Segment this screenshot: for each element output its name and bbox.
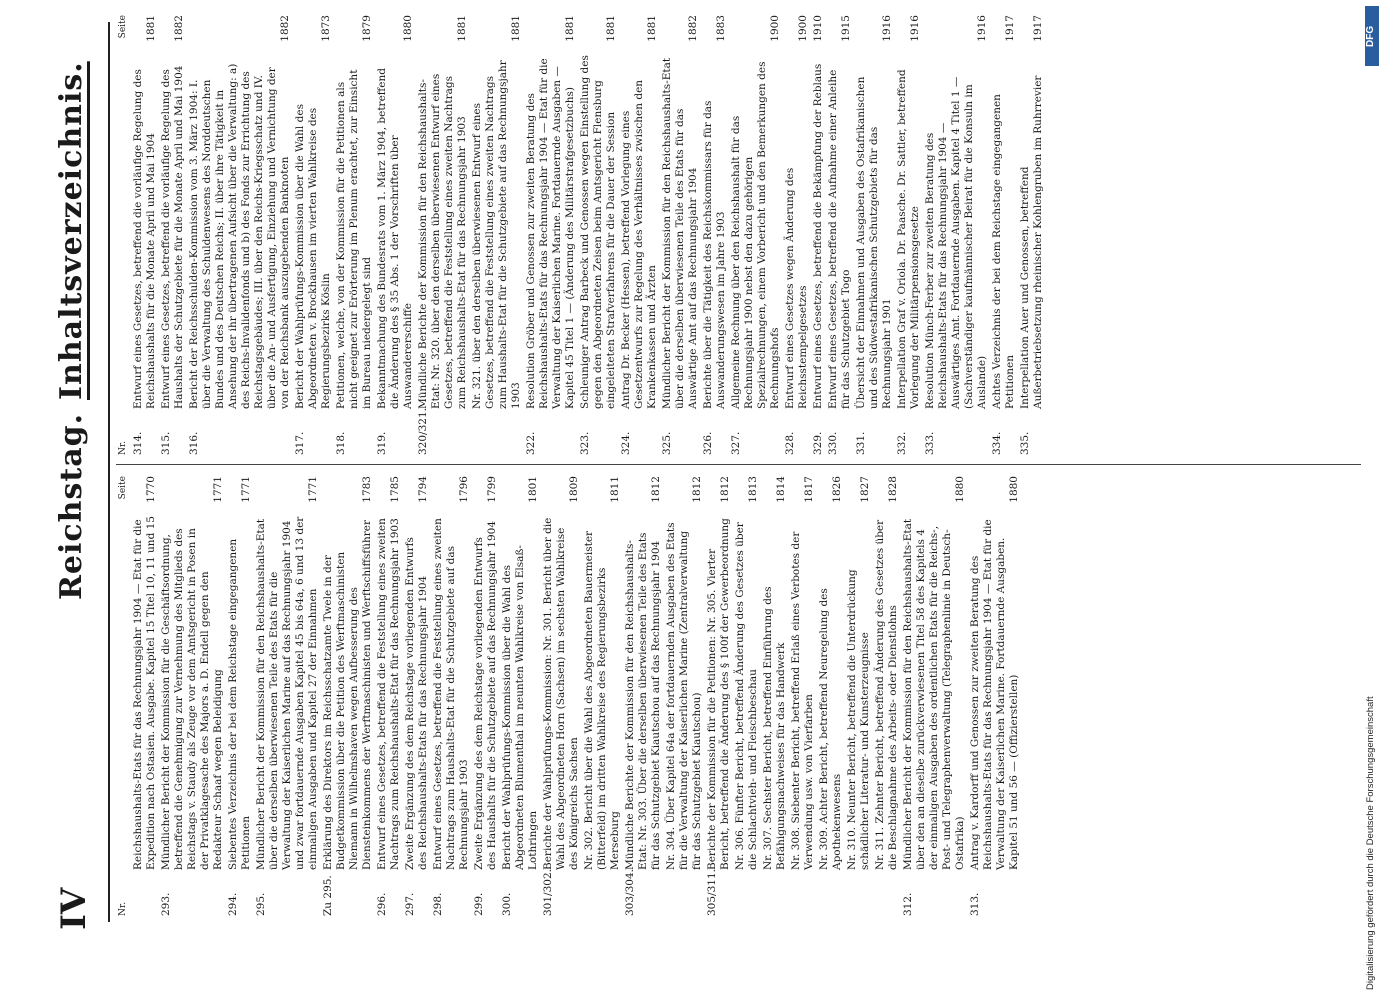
entry-page: 1881 [456,15,468,42]
toc-entry [404,476,430,916]
entry-page: 1882 [173,15,185,42]
entry-page: 1873 [320,15,332,42]
entry-page: 1910 [812,15,824,42]
toc-entry [1019,15,1045,455]
toc-entry [376,15,415,455]
toc-entry [969,476,1021,916]
left-entry-list [132,476,1021,916]
entry-number: 332. [896,431,908,455]
entry-text: Nr. 308. Siebenter Bericht, betreffend Erlaß eines Verbotes der Verwendung usw. von Vierfarben [790,531,815,870]
entry-number: 324. [620,431,632,455]
entry-text: Bericht der Reichsschulden-Kommission vom 3. März 1904: I. über die Verwaltung des Schuldenwesens des Norddeutschen Bundes und des Deutschen Reichs; II. über ihre Tätigkeit in Ansehung der ihr übertragenen Aufsicht über die Verwaltung: a) des Reichs-Invalidenfonds und b) des Fonds zur Errichtung des Reichstagsgebäudes; III. über den Reichs-Kriegsschatz und IV. über die An- und Ausfertigung, Einziehung und Vernichtung der von der Reichsbank auszugebenden Banknoten [188,63,291,409]
entry-page: 1814 [775,476,787,503]
dfg-logo: DFG [1365,6,1379,66]
entry-page: 1817 [803,476,815,503]
toc-entry [294,15,333,455]
entry-text: Resolution Münch-Ferber zur zweiten Beratung des Reichshaushalts-Etats für das Rechnungsjahr 1904 — Auswärtiges Amt. Fortdauernde Ausgaben. Kapitel 4 Titel 1 — (Sachverständiger kaufmännischer Beirat für die Konsuln im Auslande) [924,76,988,409]
entry-text: Reichshaushalts-Etats für das Rechnungsjahr 1904 — Etat für die Expedition nach Ostasien. Ausgabe. Kapitel 15 Titel 10, 11 und 15 [132,516,157,870]
entry-text: Interpellation Auer und Genossen, betreffend Außerbetriebsetzung rheinischer Kohlengruben im Ruhrrevier [1019,75,1044,409]
entry-number: 334. [991,431,1003,455]
entry-text: Entwurf eines Gesetzes, betreffend die Feststellung eines zweiten Nachtrags zum Haushalts-Etat für die Schutzgebiete auf das Rechnungsjahr 1903 [432,518,470,870]
entry-number: 319. [376,431,388,455]
toc-entry [335,15,374,455]
entry-page: 1883 [715,15,727,42]
toc-entry [818,476,844,916]
entry-page: 1770 [145,476,157,503]
entry-text: Entwurf eines Gesetzes, betreffend die vorläufige Regelung des Reichshaushalts für die Monate April und Mai 1904 [132,69,157,409]
toc-entry [702,15,728,455]
entry-text: Mündlicher Bericht der Kommission für den Reichshaushalts-Etat über die derselben überwiesenen Teile des Etats für die Verwaltung der Kaiserlichen Marine auf das Rechnungsjahr 1904 und zwar fortdauernde Ausgaben Kapitel 45 bis 64a, 6 und 13 der einmaligen Ausgaben und Kapitel 27 der Einnahmen [255,516,319,870]
entry-text: Mündliche Berichte der Kommission für den Reichshaushalts-Etat: Nr. 303. Über die derselben überwiesenen Teile des Etats für das Schutzgebiet Kiautschou auf das Rechnungsjahr 1904 [624,532,662,870]
digitization-credit: Digitalisierung gefördert durch die Deutsche Forschungsgemeinschaft [1365,696,1376,990]
toc-entry [896,15,922,455]
entry-page: 1771 [212,476,224,503]
entry-text: Nr. 309. Achter Bericht, betreffend Neuregelung des Apothekenwesens [818,588,843,870]
toc-entry [432,476,471,916]
toc-entry [132,476,158,916]
toc-entry [827,15,853,455]
page-number: IV [54,887,94,930]
toc-entry [812,15,825,455]
entry-number: 316. [188,431,200,455]
toc-entry [730,15,782,455]
entry-text: Petitionen, welche, von der Kommission für die Petitionen als nicht geeignet zur Erörterung im Plenum erachtet, zur Einsicht im Bureau niedergelegt sind [335,69,373,409]
entry-page: 1801 [527,476,539,503]
entry-text: Bekanntmachung des Bundesrats vom 1. März 1904, betreffend die Änderung des § 35 Abs. 1 der Vorschriften über Auswandererschiffe [376,68,414,409]
entry-text: Mündliche Berichte der Kommission für den Reichshaushalts-Etat: Nr. 320. über den derselben überwiesenen Entwurf eines Gesetzes, betreffend die Feststellung eines zweiten Nachtrags zum Reichshaushalts-Etat für das Rechnungsjahr 1903 [417,73,468,409]
entry-page: 1879 [361,15,373,42]
entry-page: 1900 [797,15,809,42]
toc-entry [790,476,816,916]
entry-number: 328. [784,431,796,455]
entry-page: 1917 [1004,15,1016,42]
number-label: Nr. [118,440,128,455]
entry-text: Mündlicher Bericht der Kommission für die Geschäftsordnung, betreffend die Genehmigung zur Vernehmung des Mitglieds des Reichstags v. Staudy als Zeuge vor dem Amtsgericht in Posen in der Privatklagesache des Majors a. D. Endell gegen den Redakteur Schaaf wegen Beleidigung [160,528,224,870]
right-entry-list [132,15,1045,455]
entry-text: Berichte der Kommission für die Petitionen: Nr. 305. Vierter Bericht, betreffend die Änderung des § 100f der Gewerbeordnung [706,518,731,870]
entry-text: Erklärung des Direktors im Reichsschatzamte Twele in der Budgetkommission über die Petition des Werftmaschinisten Niemann in Wilhelmshaven wegen Aufbesserung des Diensteinkommens der Werftmaschinisten und Werftschiffsführer [322,520,373,870]
entry-page: 1917 [1032,15,1044,42]
toc-entry [160,15,186,455]
entry-number: 293. [160,892,172,916]
toc-entry [542,476,581,916]
entry-text: Berichte über die Tätigkeit des Reichskommissars für das Auswanderungswesen im Jahre 1903 [702,100,727,409]
column-divider [116,464,1361,465]
entry-text: Nr. 304. Über Kapitel 64a der fortdauernden Ausgaben des Etats für die Verwaltung der Kaiserlichen Marine (Zentralverwaltung für das Schutzgebiet Kiautschou) [665,522,703,870]
entry-number: 305/311. [706,869,718,916]
entry-text: Resolution Gröber und Genossen zur zweiten Beratung des Reichshaushalts-Etats für das Rechnungsjahr 1904 — Etat für die Verwaltung der Kaiserlichen Marine. Fortdauernde Ausgaben — Kapitel 45 Titel 1 — (Änderung des Militärstrafgesetzbuchs) [525,58,576,409]
entry-text: Entwurf eines Gesetzes, betreffend die Feststellung eines zweiten Nachtrags zum Reichshaushalts-Etat für das Rechnungsjahr 1903 [376,518,401,870]
entry-number: 301/302. [542,869,554,916]
entry-page: 1796 [458,476,470,503]
entry-text: Entwurf eines Gesetzes wegen Änderung des Reichsstempelgesetzes [784,167,809,409]
entry-number: 315. [160,431,172,455]
entry-number: 330. [827,431,839,455]
entry-number: 295. [255,892,267,916]
toc-entry [376,476,402,916]
entry-page: 1812 [719,476,731,503]
entry-page: 1811 [609,476,621,503]
number-label: Nr. [118,901,128,916]
entry-page: 1785 [389,476,401,503]
entry-page: 1809 [568,476,580,503]
entry-page: 1881 [564,15,576,42]
entry-text: Interpellation Graf v. Oriola. Dr. Paasche. Dr. Sattler, betreffend Vorlegung der Militärpensionsgesetze [896,69,921,409]
entry-page: 1900 [769,15,781,42]
entry-number: 335. [1019,431,1031,455]
toc-entry [525,15,577,455]
entry-number: 317. [294,431,306,455]
entry-number: Zu 295. [322,875,334,916]
toc-entry [160,476,225,916]
toc-entry [762,476,788,916]
entry-text: Nr. 306. Fünfter Bericht, betreffend Änderung des Gesetzes über die Schlachtvieh- und Fleischbeschau [734,522,759,870]
toc-entry [227,476,253,916]
entry-text: Bericht der Wahlprüfungs-Kommission über die Wahl des Abgeordneten Blumenthal im neunten Wahlkreise von Elsaß-Lothringen [501,545,539,870]
page-label: Seite [118,15,128,39]
toc-entry [846,476,872,916]
entry-page: 1794 [417,476,429,503]
toc-entry [132,15,158,455]
entry-text: Schleuniger Antrag Barbeck und Genossen wegen Einstellung des gegen den Abgeordneten Zeisen beim Amtsgericht Flensburg eingeleiteten Strafverfahrens für die Dauer der Session [579,55,617,409]
right-column [118,15,1044,455]
toc-entry [583,476,622,916]
entry-text: Antrag v. Kardorff und Genossen zur zweiten Beratung des Reichshaushalts-Etats für das Rechnungsjahr 1904 — Etat für die Verwaltung der Kaiserlichen Marine. Fortdauernde Ausgaben. Kapitel 51 und 56 — (Offizierstellen) [969,519,1020,870]
toc-entry [855,15,894,455]
entry-text: Nr. 321. über den derselben überwiesenen Entwurf eines Gesetzes, betreffend die Feststellung eines zweiten Nachtrags zum Haushalts-Etat für die Schutzgebiete auf das Rechnungsjahr 1903 [471,60,522,409]
entry-page: 1881 [145,15,157,42]
entry-text: Entwurf eines Gesetzes, betreffend die Aufnahme einer Anleihe für das Schutzgebiet Togo [827,69,852,409]
entry-page: 1916 [881,15,893,42]
entry-page: 1881 [605,15,617,42]
entry-page: 1827 [859,476,871,503]
entry-text: Nr. 311. Zehnter Bericht, betreffend Änderung des Gesetzes über die Beschlagnahme des Arbeits- oder Dienstlohns [874,519,899,870]
entry-number: 299. [473,892,485,916]
entry-number: 296. [376,892,388,916]
entry-number: 320/321. [417,408,429,455]
entry-number: 323. [579,431,591,455]
header-rule [108,22,110,922]
toc-entry [991,15,1017,455]
entry-number: 300. [501,892,513,916]
entry-page: 1771 [307,476,319,503]
entry-text: Bericht der Wahlprüfungs-Kommission über die Wahl des Abgeordneten v. Brockhausen im vierten Wahlkreise des Regierungsbezirks Köslin [294,104,332,409]
toc-entry [874,476,900,916]
page-header [46,40,106,960]
entry-number: 313. [969,892,981,916]
page-subtitle: Inhaltsverzeichnis. [54,61,89,400]
toc-entry [784,15,810,455]
entry-page: 1812 [691,476,703,503]
entry-number: 333. [924,431,936,455]
toc-entry [501,476,540,916]
toc-entry [620,15,659,455]
entry-text: Antrag Dr. Becker (Hessen), betreffend Vorlegung eines Gesetzentwurfs zur Regelung des Verhältnisses zwischen den Krankenkassen und Ärzten [620,79,658,409]
entry-page: 1813 [747,476,759,503]
toc-entry [579,15,618,455]
entry-text: Zweite Ergänzung des dem Reichstage vorliegenden Entwurfs des Reichshaushalts-Etats für das Rechnungsjahr 1904 [404,537,429,870]
entry-text: Übersicht der Einnahmen und Ausgaben des Ostafrikanischen und des Südwestafrikanischen Schutzgebiets für das Rechnungsjahr 1901 [855,76,893,409]
entry-text: Mündlicher Bericht der Kommission für den Reichshaushalts-Etat über den an dieselbe zurückverwiesenen Titel 58 des Kapitels 4 der einmaligen Ausgaben des ordentlichen Etats für die Reichs-, Post- und Telegraphenverwaltung (Telegraphenlinie in Deutsch-Ostafrika) [902,518,966,870]
toc-entry [188,15,292,455]
entry-text: Mündlicher Bericht der Kommission für den Reichshaushalts-Etat über die derselben überwiesenen Teile des Etats für das Auswärtige Amt auf das Rechnungsjahr 1904 [661,57,699,409]
entry-page: 1882 [279,15,291,42]
entry-text: Nr. 310. Neunter Bericht, betreffend die Unterdrückung schädlicher Literatur- und Kunsterzeugnisse [846,569,871,870]
toc-entry [624,476,663,916]
toc-entry [417,15,469,455]
entry-number: 294. [227,892,239,916]
entry-page: 1812 [650,476,662,503]
page-title: Reichstag. [54,412,89,600]
entry-text: Entwurf eines Gesetzes, betreffend die vorläufige Regelung des Haushalts der Schutzgebiete für die Monate April und Mai 1904 [160,65,185,409]
entry-page: 1880 [954,476,966,503]
entry-text: Nr. 307. Sechster Bericht, betreffend Einführung des Befähigungsnachweises für das Handwerk [762,586,787,870]
entry-page: 1783 [361,476,373,503]
toc-entry [902,476,967,916]
entry-number: 312. [902,892,914,916]
left-column [118,476,1020,916]
entry-text: Siebentes Verzeichnis der bei dem Reichstage eingegangenen Petitionen [227,538,252,870]
entry-page: 1826 [831,476,843,503]
entry-page: 1881 [510,15,522,42]
toc-entry [706,476,732,916]
toc-entry [471,15,523,455]
entry-page: 1915 [840,15,852,42]
entry-number: 331. [855,431,867,455]
entry-page: 1916 [909,15,921,42]
entry-text: Achtes Verzeichnis der bei dem Reichstage eingegangenen Petitionen [991,94,1016,409]
entry-page: 1880 [1008,476,1020,503]
entry-number: 329. [812,431,824,455]
entry-page: 1880 [402,15,414,42]
entry-page: 1916 [976,15,988,42]
entry-text: Zweite Ergänzung des dem Reichstage vorliegenden Entwurfs des Haushalts für die Schutzgebiete auf das Rechnungsjahr 1904 [473,520,498,870]
toc-entry [661,15,700,455]
left-column-head [118,476,128,916]
entry-page: 1828 [887,476,899,503]
toc-entry [322,476,374,916]
entry-number: 322. [525,431,537,455]
entry-number: 298. [432,892,444,916]
entry-number: 297. [404,892,416,916]
toc-entry [924,15,989,455]
entry-text: Allgemeine Rechnung über den Reichshaushalt für das Rechnungsjahr 1900 nebst den dazu gehörigen Spezialrechnungen, einem Vorbericht und den Bemerkungen des Rechnungshofs [730,61,781,409]
entry-page: 1799 [486,476,498,503]
page-label: Seite [118,476,128,500]
entry-text: Nr. 302. Bericht über die Wahl des Abgeordneten Bauermeister (Bitterfeld) im dritten Wahlkreise des Regierungsbezirks Merseburg [583,530,621,870]
entry-number: 327. [730,431,742,455]
entry-number: 303/304. [624,869,636,916]
toc-entry [255,476,320,916]
toc-entry [473,476,499,916]
entry-text: Berichte der Wahlprüfungs-Kommission: Nr. 301. Bericht über die Wahl des Abgeordneten Horn (Sachsen) im sechsten Wahlkreise des Königreichs Sachsen [542,517,580,870]
right-column-head [118,15,128,455]
entry-page: 1771 [240,476,252,503]
entry-page: 1882 [687,15,699,42]
entry-number: 325. [661,431,673,455]
entry-number: 314. [132,431,144,455]
entry-number: 318. [335,431,347,455]
toc-entry [734,476,760,916]
toc-entry [665,476,704,916]
entry-text: Entwurf eines Gesetzes, betreffend die Bekämpfung der Reblaus [812,63,824,409]
entry-page: 1881 [646,15,658,42]
entry-number: 326. [702,431,714,455]
